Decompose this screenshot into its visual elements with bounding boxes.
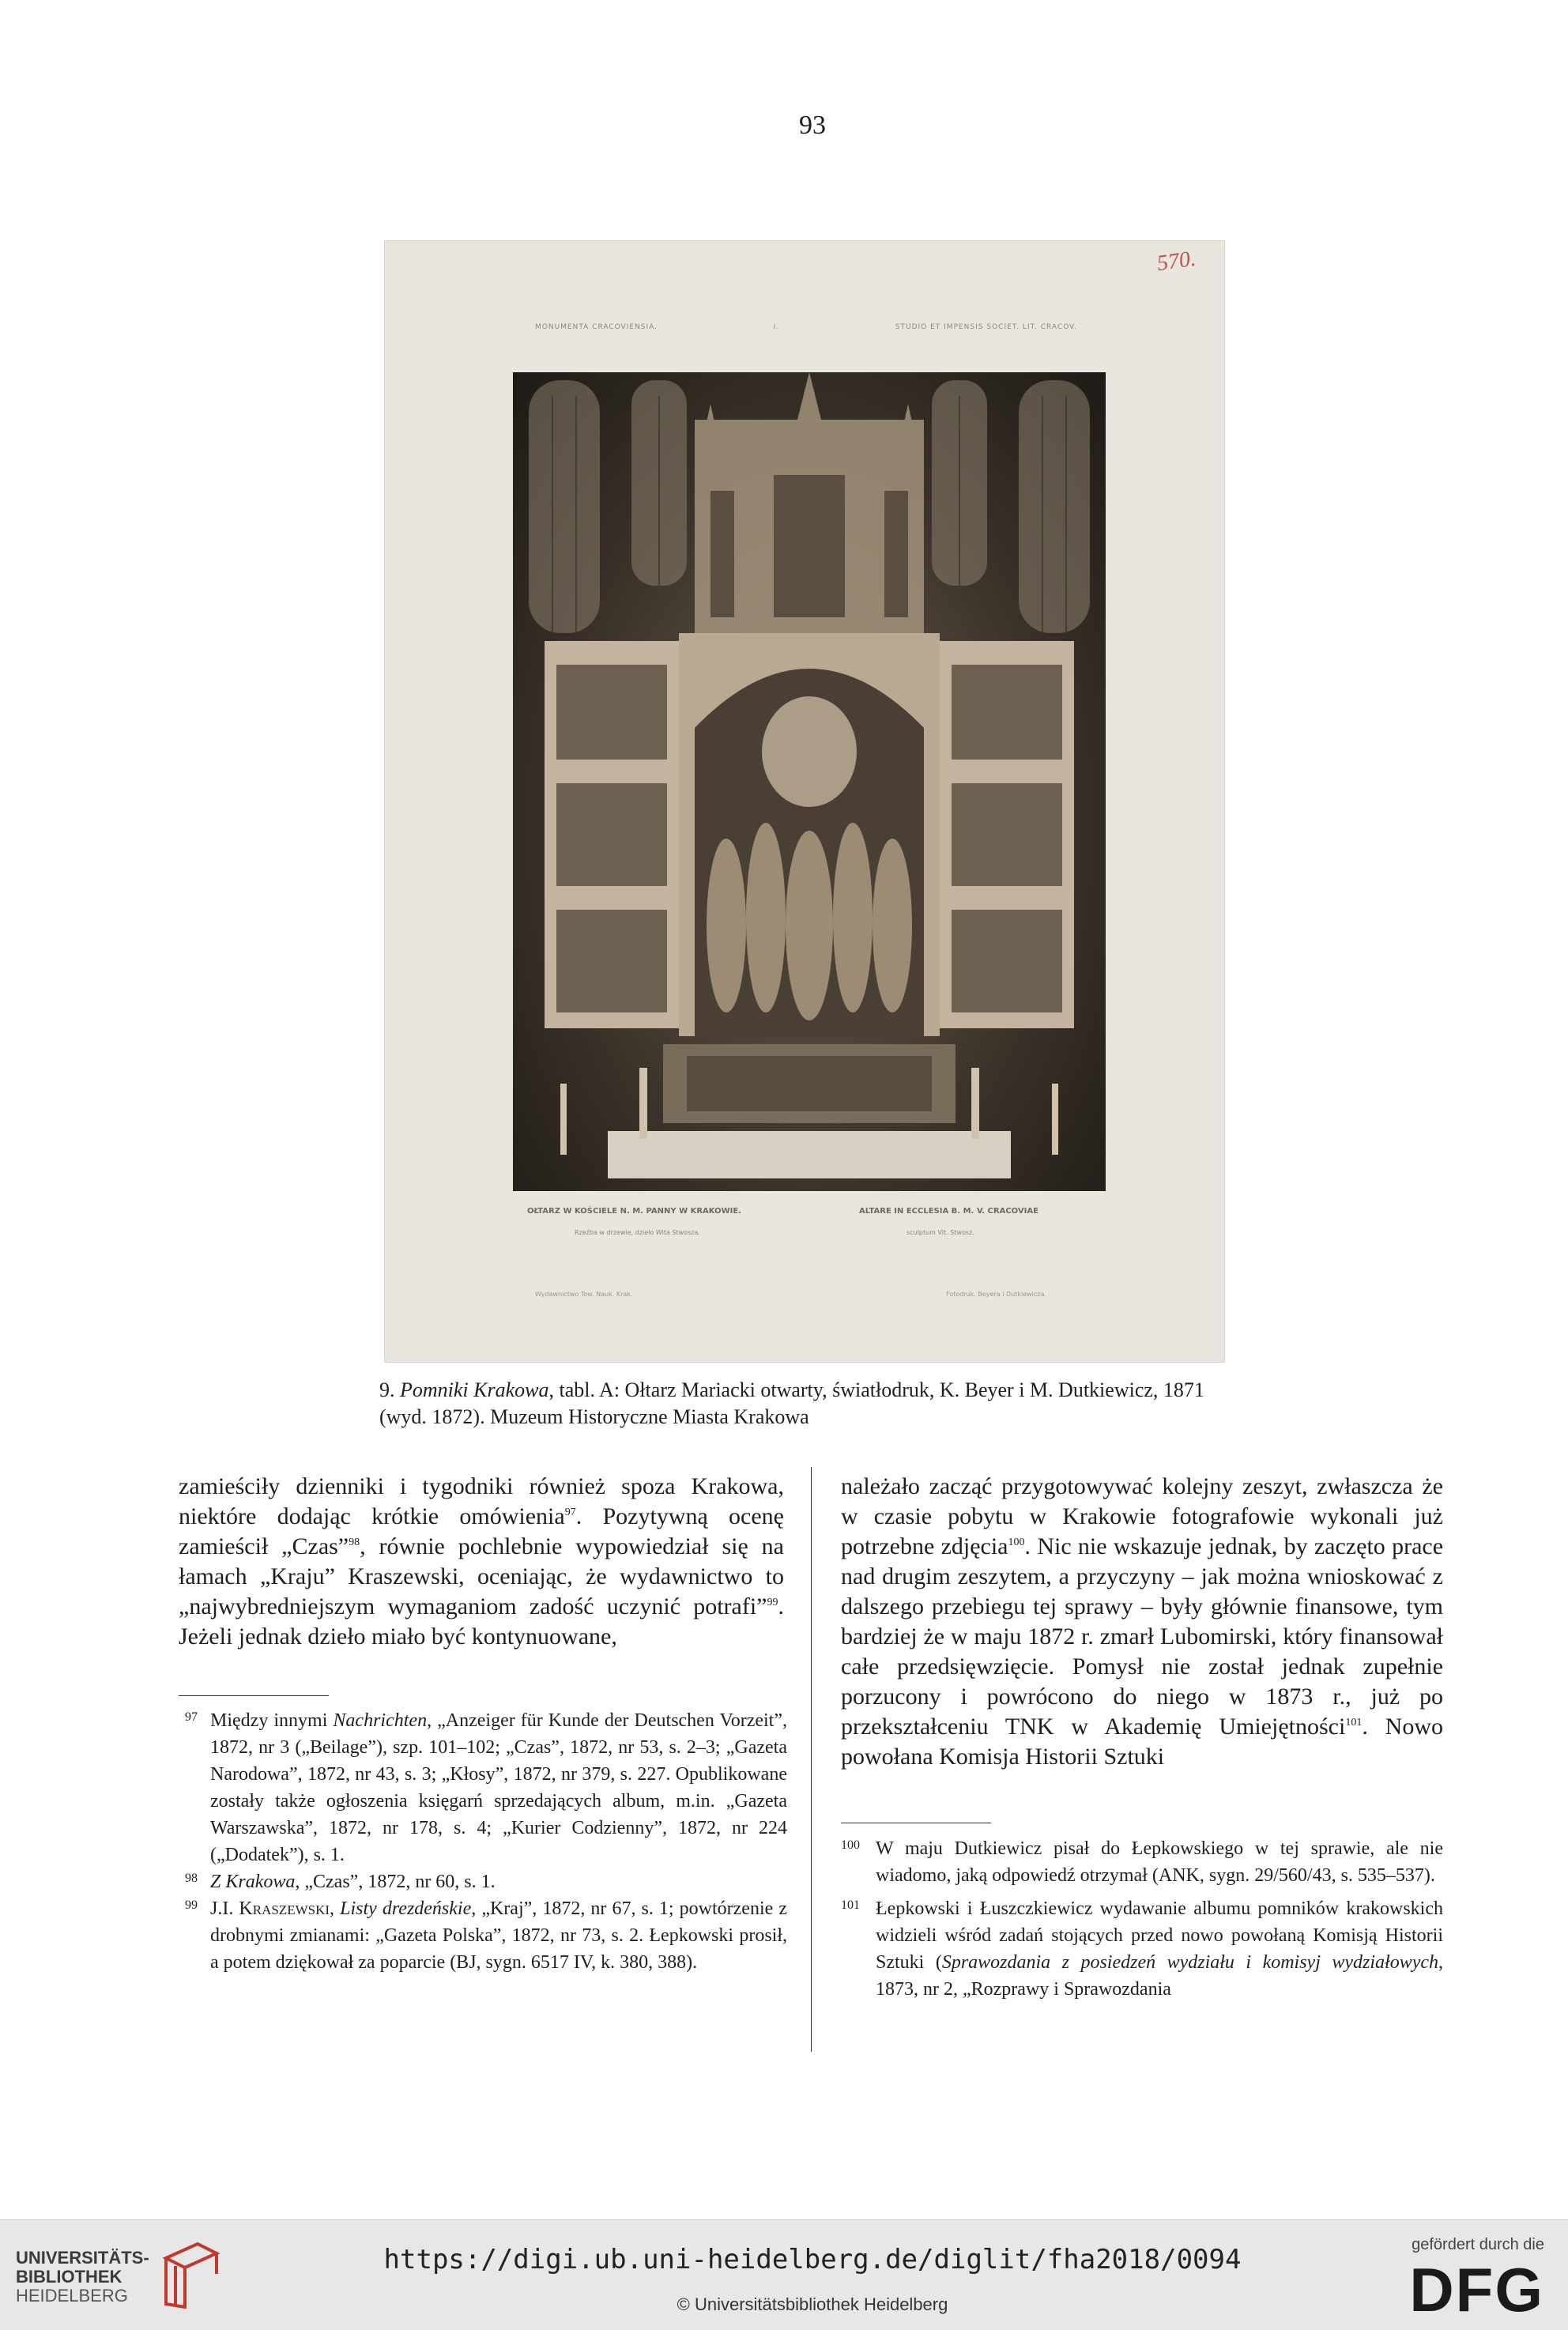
figure-caption xyxy=(379,1377,1249,1431)
paragraph-right xyxy=(841,1472,1443,1772)
figure-description: , tabl. A: Ołtarz Mariacki otwarty, światłodruk, K. Beyer i M. Dutkiewicz, 1871 (wyd. 1872). Muzeum Historyczne Miasta Krakowa xyxy=(379,1378,1204,1428)
altar-photograph xyxy=(513,372,1106,1191)
footnote-ref[interactable]: 99 xyxy=(767,1597,778,1608)
plate-caption-latin: ALTARE IN ECCLESIA B. M. V. CRACOVIAE xyxy=(859,1207,1038,1216)
plate-imprint-right: Fotodruk. Beyera i Dutkiewicza. xyxy=(946,1291,1046,1298)
body-column-left xyxy=(179,1472,784,1652)
dfg-logo[interactable]: DFG xyxy=(1409,2255,1544,2324)
footer-bar xyxy=(0,2219,1568,2330)
plate-header xyxy=(385,323,1224,331)
footnote-text: , „Kraj”, 1872, nr 67, s. 1; powtórzenie z drobnymi zmianami: „Gazeta Polska”, 1872, nr 73, s. 2. Łepkowski prosił, a potem dziękował za poparcie (BJ, sygn. 6517 IV, k. 380, 388). xyxy=(210,1898,788,1973)
footnote-text: , „Czas”, 1872, nr 60, s. 1. xyxy=(295,1872,496,1892)
text-run: . Nic nie wskazuje jednak, by zaczęto prace nad drugim zeszytem, a przyczyny – jak można wnioskować z dalszego przebiegu tej sprawy – były głównie finansowe, tym bardziej że w maju 1872 r. zmarł Lubomirski, który finansował całe przedsięwzięcie. Pomysł nie został jednak zupełnie porzucony i powrócono do niego w 1873 r., już po przekształceniu TNK w Akademię Umiejętności xyxy=(841,1533,1444,1740)
plate-header-center: I. xyxy=(773,323,780,331)
plate-caption-polish: OŁTARZ W KOŚCIELE N. M. PANNY W KRAKOWIE. xyxy=(527,1207,741,1216)
text-run: . Nowo powołana Komisja Historii Sztuki xyxy=(841,1714,1443,1770)
footnote-ref[interactable]: 97 xyxy=(564,1506,576,1518)
footnote-italic: Z Krakowa xyxy=(210,1872,296,1892)
plate-imprint-left: Wydawnictwo Tow. Nauk. Krak. xyxy=(535,1291,633,1298)
altar-illustration xyxy=(513,372,1106,1191)
footnote-text: W maju Dutkiewicz pisał do Łepkowskiego w tej sprawie, ale nie wiadomo, jaką odpowiedź otrzymał (ANK, sygn. 29/560/43, s. 535–537). xyxy=(876,1838,1443,1886)
footnote-number: 97 xyxy=(185,1710,198,1724)
plate-subcaption-polish: Rzeźba w drzewie, dzieło Wita Stwosza. xyxy=(575,1229,700,1236)
footnote-number: 100 xyxy=(841,1838,860,1852)
footnote-text: Między innymi xyxy=(210,1710,334,1731)
footnote-ref[interactable]: 98 xyxy=(349,1536,360,1548)
footnote-ref[interactable]: 101 xyxy=(1345,1717,1363,1729)
copyright-notice: © Universitätsbibliothek Heidelberg xyxy=(677,2294,948,2314)
text-run: . Pozytywną ocenę zamieścił „Czas” xyxy=(179,1503,784,1559)
text-run: należało zacząć przygotowywać kolejny zeszyt, zwłaszcza że w czasie pobytu w Krakowie fotografowie wykonali już potrzebne zdjęcia xyxy=(841,1473,1443,1559)
footnote-99: 99 J.I. Kraszewski, Listy drezdeńskie, „Kraj”, 1872, nr 67, s. 1; powtórzenie z drobnymi zmianami: „Gazeta Polska”, 1872, nr 73, s. 2. Łepkowski prosił, a potem dziękował za poparcie (BJ, sygn. 6517 IV, k. 380, 388). xyxy=(179,1895,787,1976)
body-column-right xyxy=(841,1472,1443,1772)
footnote-97 xyxy=(179,1707,787,1868)
footnotes-right xyxy=(841,1835,1443,2003)
footnote-100 xyxy=(841,1835,1443,1889)
footnote-ref[interactable]: 100 xyxy=(1008,1536,1025,1548)
logo-line: BIBLIOTHEK xyxy=(16,2267,122,2287)
footnote-italic: Nachrichten xyxy=(333,1710,428,1731)
footnote-98 xyxy=(179,1868,787,1895)
text-run: , równie pochlebnie wypowiedział się na łamach „Kraju” Kraszewski, oceniając, że wydawnictwo to „najwybredniejszym wymaganiom zadość uczynić potrafi” xyxy=(179,1533,785,1619)
footnote-italic: Sprawozdania z posiedzeń wydziału i komisyj wydziałowych xyxy=(941,1952,1439,1973)
logo-line: UNIVERSITÄTS- xyxy=(16,2248,149,2268)
page-number: 93 xyxy=(799,111,826,140)
footnote-101 xyxy=(841,1895,1443,2003)
archive-mark: 570. xyxy=(1155,246,1197,277)
footnote-italic: Listy drezdeńskie xyxy=(340,1898,472,1919)
text-run: . Jeżeli jednak dzieło miało być kontynuowane, xyxy=(179,1593,784,1649)
photo-plate xyxy=(384,240,1225,1363)
footnote-rule-left xyxy=(179,1695,329,1696)
footnote-number: 99 xyxy=(185,1898,198,1912)
logo-line: HEIDELBERG xyxy=(16,2286,128,2305)
text-run: zamieściły dzienniki i tygodniki również spoza Krakowa, niektóre dodając krótkie omówienia xyxy=(179,1473,784,1529)
plate-subcaption-latin: sculptum Vit. Stwosz. xyxy=(906,1229,974,1236)
footnotes-left xyxy=(179,1707,787,1976)
column-divider xyxy=(811,1467,812,2052)
paragraph-left xyxy=(179,1472,784,1652)
figure-number: 9. xyxy=(379,1378,400,1401)
footnote-text: Łepkowski i Łuszczkiewicz wydawanie albumu pomników krakowskich widzieli wśród zadań stojących przed nowo powołaną Komisją Historii Sztuki ( xyxy=(876,1898,1443,1973)
footnote-author: Kraszewski xyxy=(239,1898,330,1919)
footnote-text: J.I. xyxy=(210,1898,239,1919)
figure-title: Pomniki Krakowa xyxy=(400,1378,549,1401)
footnote-text: , 1873, nr 2, „Rozprawy i Sprawozdania xyxy=(876,1952,1444,2000)
plate-header-left: MONUMENTA CRACOVIENSIA. xyxy=(535,323,658,331)
footnote-number: 101 xyxy=(841,1898,860,1912)
funding-note: gefördert durch die xyxy=(1412,2236,1544,2253)
footnote-text: , „Anzeiger für Kunde der Deutschen Vorzeit”, 1872, nr 3 („Beilage”), szp. 101–102; „Czas”, 1872, nr 53, s. 2–3; „Gazeta Narodowa”, 1872, nr 43, s. 3; „Kłosy”, 1872, nr 379, s. 227. Opublikowane zostały także ogłoszenia księgarń sprzedających album, m.in. „Gazeta Warszawska”, 1872, nr 178, s. 4; „Kurier Codzienny”, 1872, nr 224 („Dodatek”), s. 1. xyxy=(210,1710,787,1865)
footnote-number: 98 xyxy=(185,1872,198,1885)
permalink-url[interactable]: https://digi.ub.uni-heidelberg.de/diglit/fha2018/0094 xyxy=(383,2244,1242,2275)
plate-header-right: STUDIO ET IMPENSIS SOCIET. LIT. CRACOV. xyxy=(895,323,1077,331)
